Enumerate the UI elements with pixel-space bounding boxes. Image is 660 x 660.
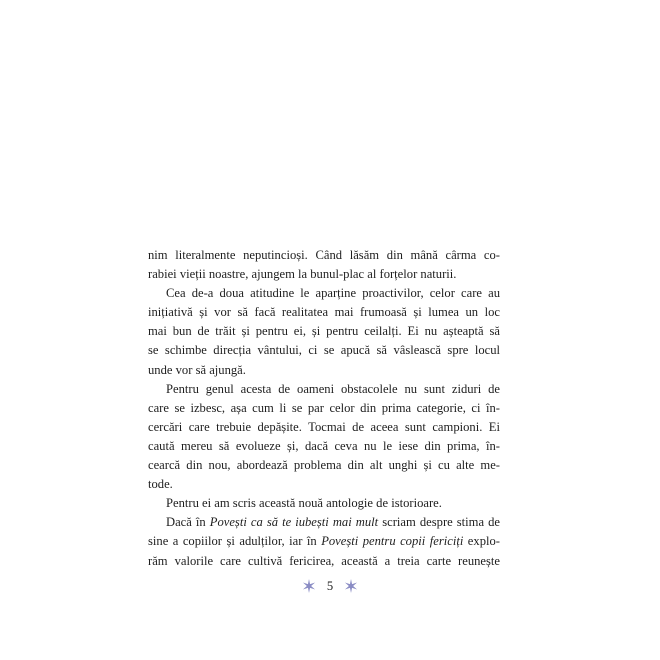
left-star-ornament-icon (301, 578, 317, 594)
text-segment: Pentru genul acesta de oameni obstacolele nu sunt ziduri de (166, 381, 500, 396)
text-segment: Dacă în (166, 515, 210, 530)
text-line (148, 341, 500, 360)
text-line (148, 532, 500, 551)
right-star-ornament-icon (343, 578, 359, 594)
text-segment: se schimbe direcția vântului, ci se apucă să vâslească spre locul (148, 343, 500, 358)
text-segment: mai bun de trăit și pentru ei, și pentru ceilalți. Ei nu așteaptă să (148, 324, 500, 339)
book-title-italic: Povești ca să te iubești mai mult (209, 515, 379, 530)
text-line (148, 456, 500, 475)
text-line (148, 494, 500, 513)
text-line (148, 246, 500, 265)
text-line (148, 265, 500, 284)
text-segment: unde vor să ajungă. (148, 362, 246, 377)
text-segment: scriam despre stima de (378, 515, 500, 530)
text-segment: Cea de-a doua atitudine le aparține proactivilor, celor care au (166, 286, 500, 301)
body-text (148, 246, 500, 571)
page-number: 5 (326, 579, 334, 593)
text-segment: tode. (148, 477, 173, 492)
text-segment: explo- (463, 534, 500, 549)
text-segment: Pentru ei am scris această nouă antologie de istorioare. (166, 496, 442, 511)
text-segment: rabiei vieții noastre, ajungem la bunul-plac al forțelor naturii. (148, 267, 457, 282)
text-segment: care se izbesc, așa cum li se par celor din prima categorie, ci în- (148, 400, 500, 415)
text-segment: caută mereu să evolueze și, dacă ceva nu le iese din prima, în- (148, 438, 500, 453)
text-line (148, 399, 500, 418)
text-line (148, 475, 500, 494)
page-footer (0, 576, 660, 596)
text-line (148, 418, 500, 437)
text-line (148, 437, 500, 456)
text-segment: răm valorile care cultivă fericirea, această a treia carte reunește (148, 553, 500, 568)
text-line (148, 513, 500, 532)
text-line (148, 361, 500, 380)
text-segment: nim literalmente neputincioși. Când lăsăm din mână cârma co- (148, 248, 500, 262)
text-segment: sine a copiilor și adulților, iar în (148, 534, 322, 549)
text-line (148, 380, 500, 399)
text-line (148, 303, 500, 322)
text-segment: cercări care trebuie depășite. Tocmai de aceea sunt campioni. Ei (148, 419, 500, 434)
text-segment: inițiativă și vor să facă realitatea mai frumoasă și lumea un loc (148, 305, 500, 320)
text-segment: cearcă din nou, abordează problema din alt unghi și cu alte me- (148, 458, 500, 473)
text-line (148, 284, 500, 303)
book-title-italic: Povești pentru copii fericiți (321, 534, 464, 549)
text-line (148, 322, 500, 341)
text-line (148, 552, 500, 571)
